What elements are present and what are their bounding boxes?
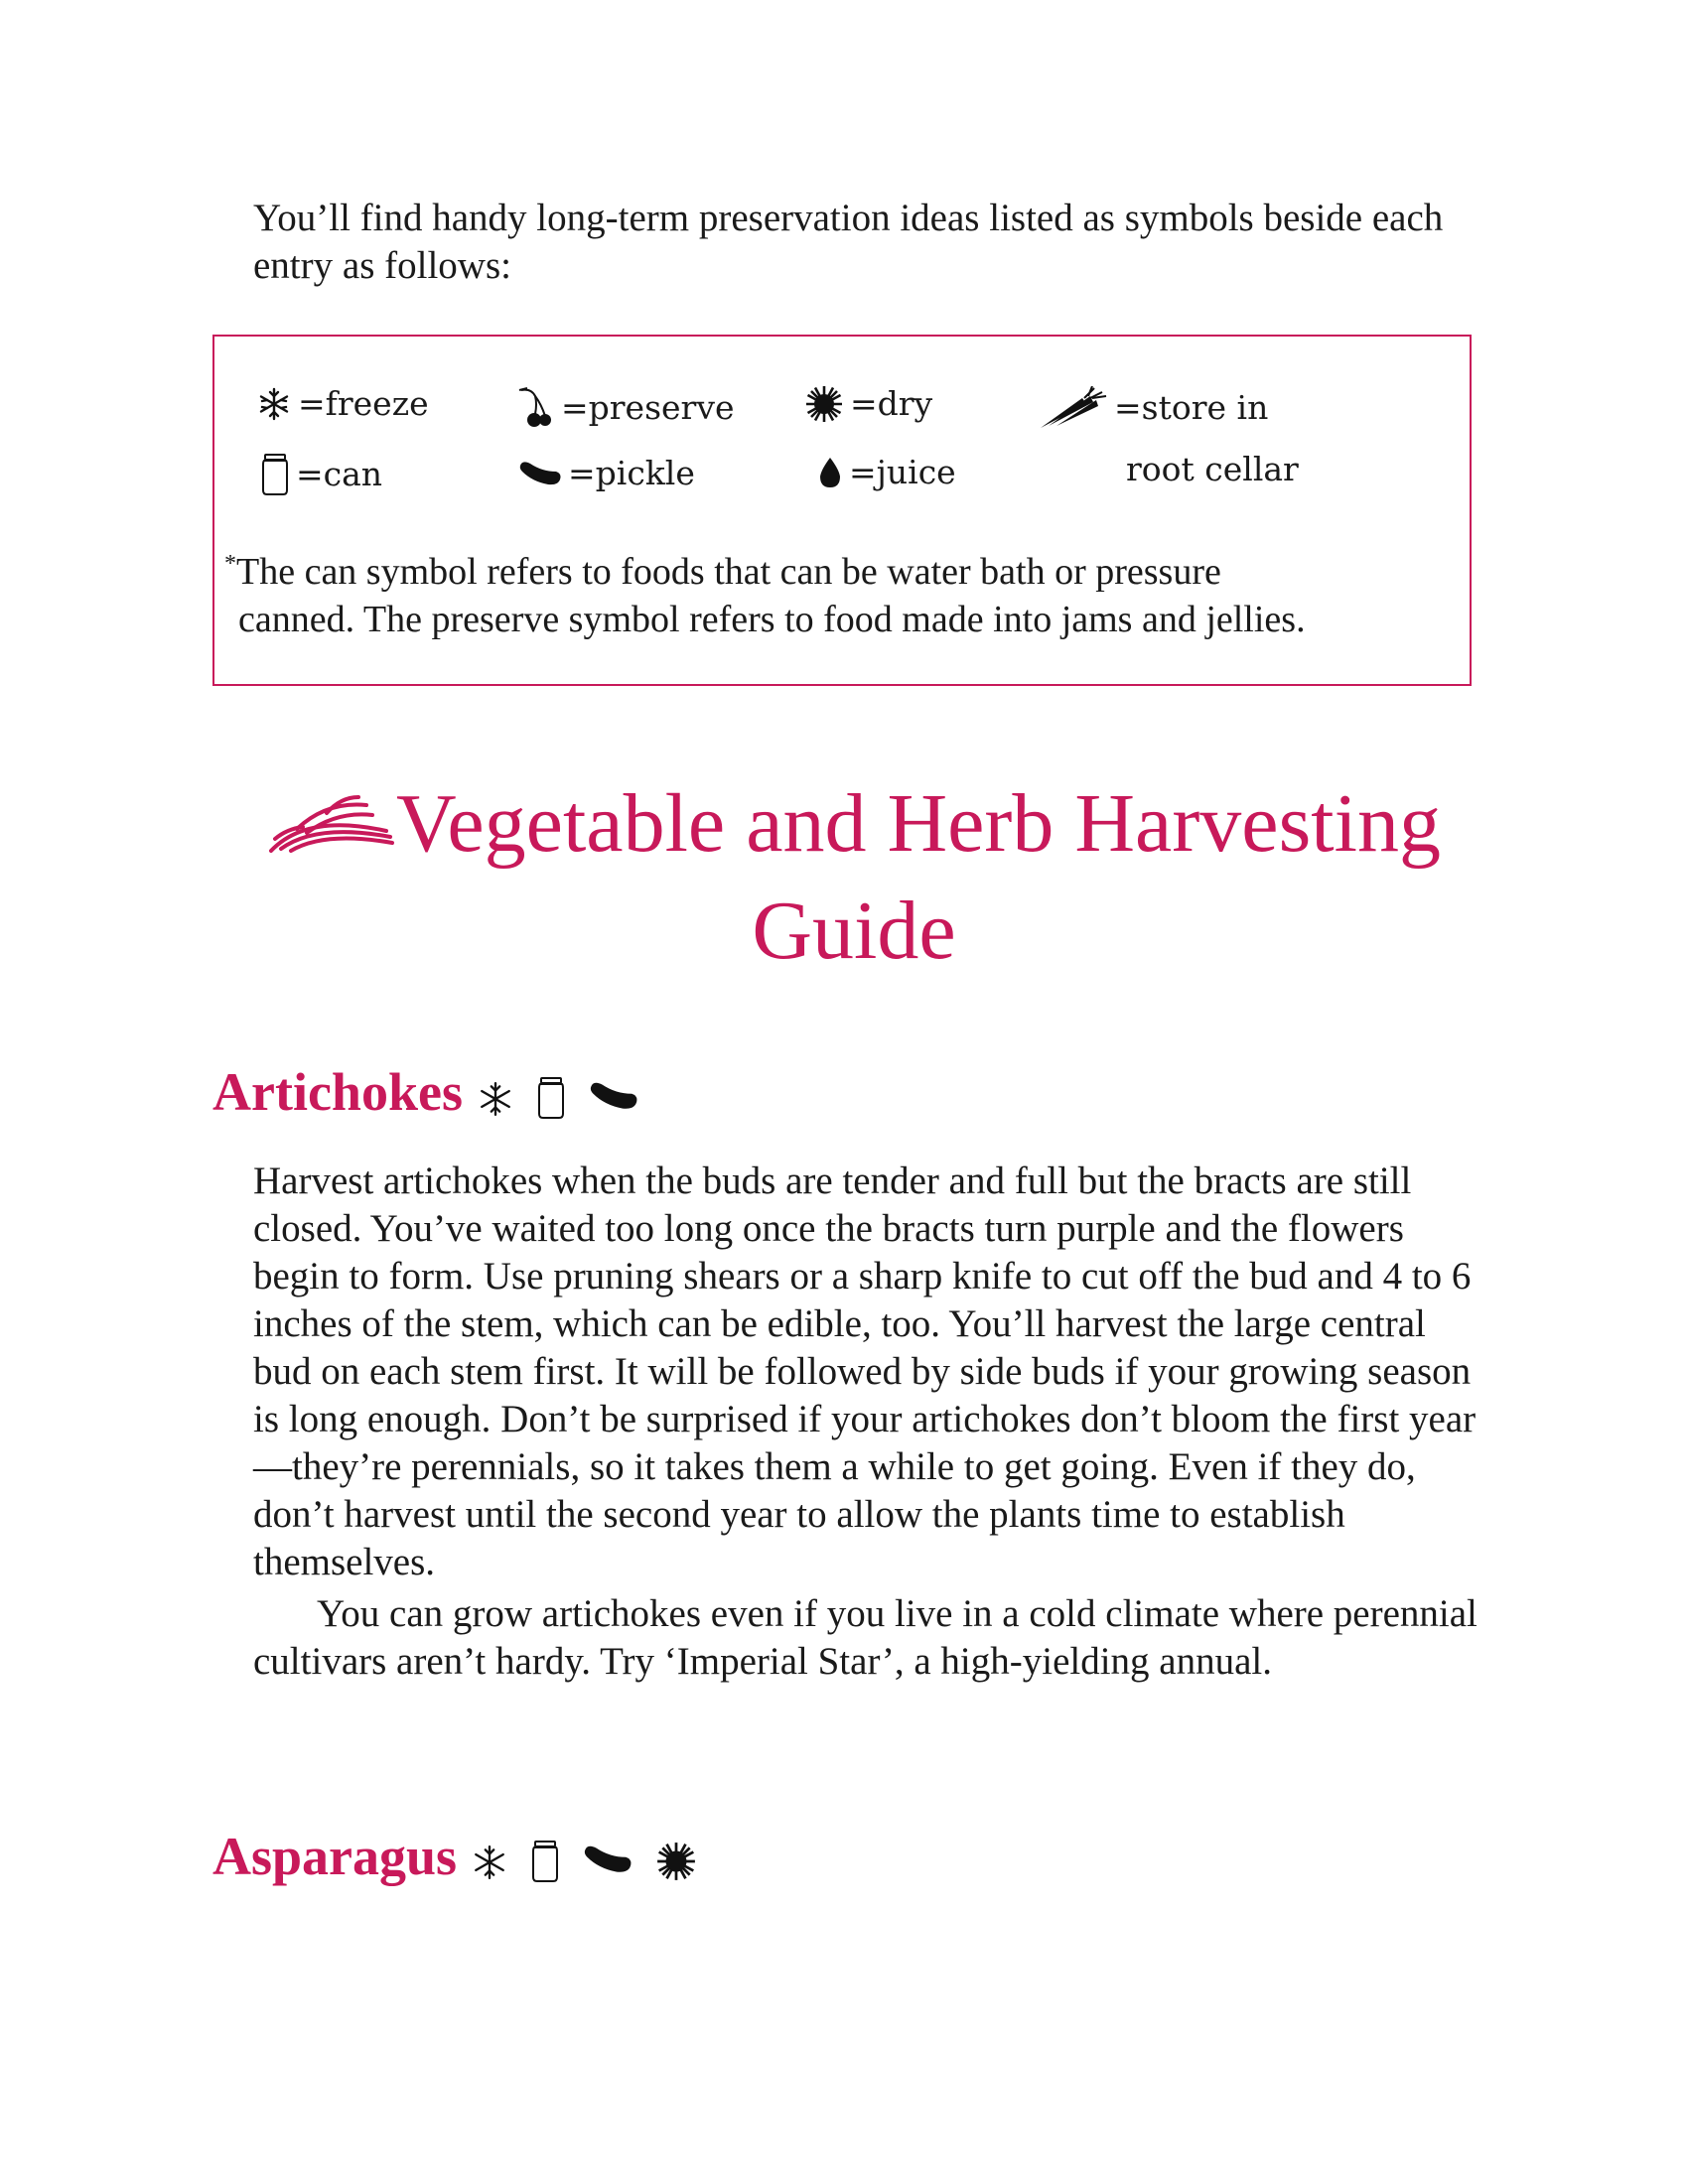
legend-can <box>260 453 382 496</box>
legend-juice-label: =juice <box>849 453 956 491</box>
legend-freeze <box>256 384 429 424</box>
snowflake-icon <box>256 386 292 422</box>
intro-text: You’ll find handy long-term preservation ideas listed as symbols beside each entry as follows: <box>253 197 1444 287</box>
artichokes-paragraph-2: You can grow artichokes even if you live in a cold climate where perennial cultivars aren’t hardy. Try ‘Imperial Star’, a high-yielding annual. <box>253 1592 1477 1683</box>
guide-title-line-1: Vegetable and Herb Harvesting <box>396 777 1441 870</box>
cherry-icon <box>515 386 555 430</box>
legend-juice <box>817 453 956 492</box>
pickle-icon <box>582 1838 633 1875</box>
entry-artichokes-body <box>253 1158 1484 1686</box>
jar-icon <box>260 453 290 496</box>
guide-title-line-2: Guide <box>752 884 956 977</box>
symbol-legend <box>212 335 1472 686</box>
entry-title: Asparagus <box>212 1827 458 1886</box>
legend-freeze-label: =freeze <box>298 384 429 423</box>
footnote-line-1: The can symbol refers to foods that can be water bath or pressure <box>236 551 1221 593</box>
snowflake-icon <box>477 1066 514 1118</box>
legend-dry <box>804 384 932 424</box>
footnote-line-2: canned. The preserve symbol refers to food made into jams and jellies. <box>238 599 1306 640</box>
legend-store <box>1039 386 1268 430</box>
jar-icon <box>530 1829 560 1884</box>
jar-icon <box>536 1063 566 1121</box>
legend-preserve <box>515 386 735 430</box>
legend-pickle-label: =pickle <box>568 454 695 492</box>
legend-pickle <box>518 454 695 493</box>
entry-icons <box>471 1829 697 1884</box>
sun-icon <box>655 1831 697 1882</box>
drop-icon <box>817 456 843 489</box>
artichokes-paragraph-1: Harvest artichokes when the buds are tender and full but the bracts are still closed. You’ve waited too long once the bracts turn purple and the flowers begin to form. Use pruning shears or a sharp knife to cut off the bud and 4 to 6 inches of the stem, which can be edible, too. You’ll harvest the large central bud on each stem first. It will be followed by side buds if your growing season is long enough. Don’t be surprised if your artichokes don’t bloom the first year—they’re perennials, so it takes them a while to get going. Even if they do, don’t harvest until the second year to allow the plants time to establish themselves. <box>253 1160 1477 1583</box>
entry-title: Artichokes <box>212 1062 463 1122</box>
pickle-icon <box>518 460 562 487</box>
legend-can-label: =can <box>296 455 383 493</box>
guide-title <box>258 774 1450 981</box>
sun-icon <box>804 384 844 424</box>
snowflake-icon <box>471 1832 508 1881</box>
legend-dry-label: =dry <box>850 384 933 423</box>
legend-footnote <box>224 548 1456 643</box>
legend-preserve-label: =preserve <box>561 388 735 427</box>
pickle-icon <box>588 1072 639 1112</box>
legend-store-line2: root cellar <box>1126 450 1299 488</box>
leaf-ornament-icon <box>267 776 394 876</box>
footnote-asterisk: * <box>224 551 236 577</box>
legend-store-label: =store in <box>1114 388 1269 427</box>
entry-artichokes-heading <box>212 1060 639 1124</box>
carrots-icon <box>1039 386 1108 430</box>
entry-asparagus-heading <box>212 1825 697 1888</box>
entry-icons <box>477 1063 639 1121</box>
